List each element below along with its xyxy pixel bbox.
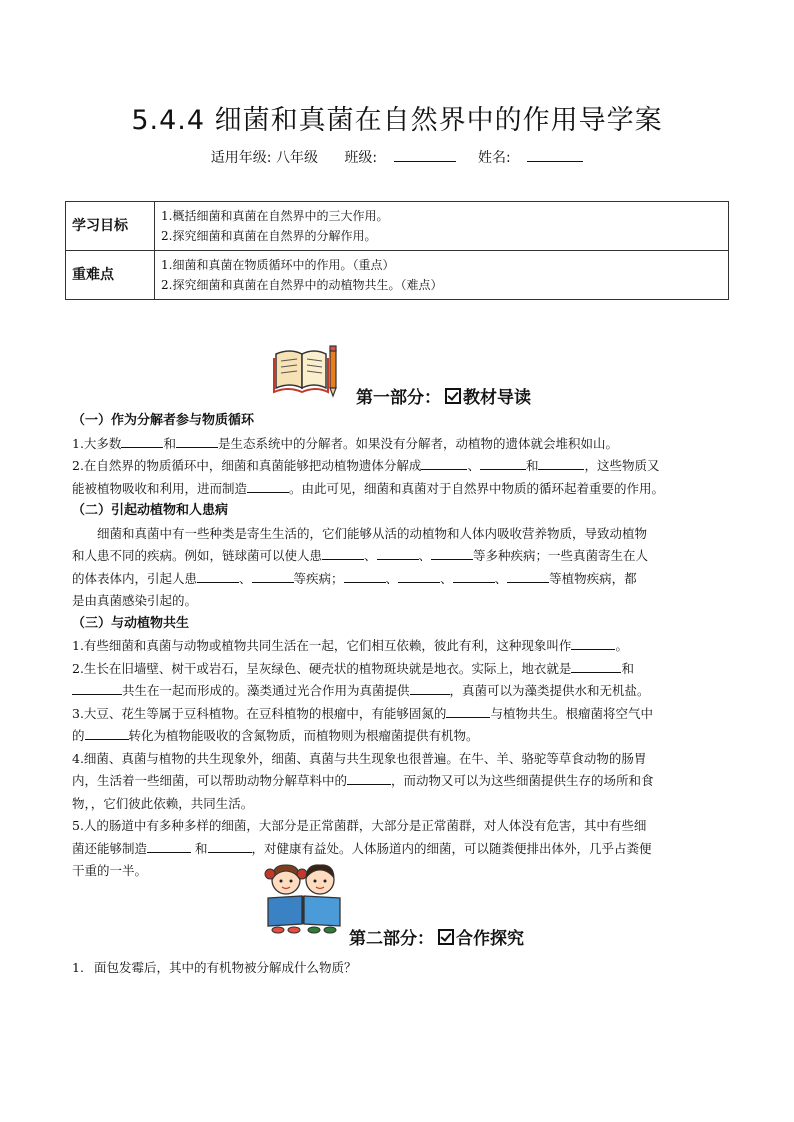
fill-blank[interactable] xyxy=(121,433,163,448)
part2-subtitle: 合作探究 xyxy=(456,929,524,949)
fill-blank[interactable] xyxy=(377,545,419,560)
part1-title: 第一部分： xyxy=(356,388,441,408)
fill-blank[interactable] xyxy=(208,838,252,853)
text-line: 的体表体内，引起人患 、 等疾病； 、 、 、 等植物疾病，都 xyxy=(72,568,724,591)
fill-blank[interactable] xyxy=(147,838,191,853)
section-heading: （二）引起动植物和人患病 xyxy=(72,503,229,518)
text-line: 内，生活着一些细菌，可以帮助动物分解草料中的 ，而动物又可以为这些细菌提供生存的场所和食 xyxy=(72,770,724,793)
doc-meta xyxy=(0,147,794,167)
text-line: 和人患不同的疾病。例如，链球菌可以使人患 、 、 等多种疾病；一些真菌寄生在人 xyxy=(72,545,724,568)
fill-blank[interactable] xyxy=(538,455,584,470)
fill-blank[interactable] xyxy=(176,433,218,448)
fill-blank[interactable] xyxy=(431,545,473,560)
fill-blank[interactable] xyxy=(347,770,391,785)
question-1 xyxy=(72,958,356,976)
text-line: 2.在自然界的物质循环中，细菌和真菌能够把动植物遗体分解成 、 和 ，这些物质又 xyxy=(72,455,724,478)
part2-title: 第二部分： xyxy=(349,929,434,949)
text-line: 物，，它们彼此依赖，共同生活。 xyxy=(72,795,254,811)
fill-blank[interactable] xyxy=(252,568,294,583)
fill-blank[interactable] xyxy=(480,455,526,470)
keypoint-line: 2.探究细菌和真菌在自然界中的动植物共生。（难点） xyxy=(161,278,443,292)
class-label: 班级: xyxy=(344,150,378,166)
part1-body xyxy=(72,410,724,883)
fill-blank[interactable] xyxy=(410,680,450,695)
fill-blank[interactable] xyxy=(344,568,386,583)
kids-reading-icon xyxy=(264,862,344,934)
goals-table xyxy=(65,201,729,300)
fill-blank[interactable] xyxy=(247,478,289,493)
text-line: 4.细菌、真菌与植物的共生现象外，细菌、真菌与共生现象也很普遍。在牛、羊、骆驼等草食动物的肠胃 xyxy=(72,750,647,766)
goal-line: 2.探究细菌和真菌在自然界的分解作用。 xyxy=(161,229,377,243)
keypoint-line: 1.细菌和真菌在物质循环中的作用。（重点） xyxy=(161,258,395,272)
fill-blank[interactable] xyxy=(85,725,129,740)
checkbox-icon xyxy=(438,929,454,945)
fill-blank[interactable] xyxy=(453,568,495,583)
page-title: 5.4.4 细菌和真菌在自然界中的作用导学案 xyxy=(131,105,663,136)
fill-blank[interactable] xyxy=(72,680,122,695)
text-line: 3.大豆、花生等属于豆科植物。在豆科植物的根瘤中，有能够固氮的 与植物共生。根瘤菌将空气中 xyxy=(72,703,724,726)
question-number: 1. xyxy=(72,960,84,975)
part2-heading xyxy=(349,924,524,949)
fill-blank[interactable] xyxy=(421,455,467,470)
text-line: 1.大多数 和 是生态系统中的分解者。如果没有分解者，动植物的遗体就会堆积如山。 xyxy=(72,433,724,456)
fill-blank[interactable] xyxy=(322,545,364,560)
section-heading: （一）作为分解者参与物质循环 xyxy=(72,413,255,428)
goals-header: 学习目标 xyxy=(66,202,155,251)
text-line: 能被植物吸收和利用，进而制造 。由此可见，细菌和真菌对于自然界中物质的循环起着重要的作用。 xyxy=(72,478,724,501)
question-text: 面包发霉后，其中的有机物被分解成什么物质？ xyxy=(93,960,357,975)
text-line: 2.生长在旧墙壁、树干或岩石，呈灰绿色、硬壳状的植物斑块就是地衣。实际上，地衣就是 和 xyxy=(72,658,724,681)
class-blank[interactable] xyxy=(394,147,456,162)
text-line: 5.人的肠道中有多种多样的细菌，大部分是正常菌群，大部分是正常菌群，对人体没有危害，其中有些细 xyxy=(72,818,647,833)
text-line: 干重的一半。 xyxy=(72,863,148,878)
keypoints-content xyxy=(155,251,729,300)
text-line: 的 转化为植物能吸收的含氮物质，而植物则为根瘤菌提供有机物。 xyxy=(72,725,724,748)
fill-blank[interactable] xyxy=(197,568,239,583)
fill-blank[interactable] xyxy=(507,568,549,583)
table-row xyxy=(66,202,729,251)
fill-blank[interactable] xyxy=(571,635,615,650)
name-blank[interactable] xyxy=(527,147,583,162)
text-line: 1.有些细菌和真菌与动物或植物共同生活在一起，它们相互依赖，彼此有利，这种现象叫作 。 xyxy=(72,635,724,658)
fill-blank[interactable] xyxy=(571,658,621,673)
text-line: 菌还能够制造 和 ，对健康有益处。人体肠道内的细菌，可以随粪便排出体外，几乎占粪便 xyxy=(72,838,724,861)
goals-content xyxy=(155,202,729,251)
part1-subtitle: 教材导读 xyxy=(463,388,531,408)
fill-blank[interactable] xyxy=(398,568,440,583)
checkbox-icon xyxy=(445,388,461,404)
fill-blank[interactable] xyxy=(446,703,490,718)
name-label: 姓名: xyxy=(478,150,511,166)
text-line: 是由真菌感染引起的。 xyxy=(72,593,198,608)
keypoints-header: 重难点 xyxy=(66,251,155,300)
table-row xyxy=(66,251,729,300)
text-line: 共生在一起而形成的。藻类通过光合作用为真菌提供 ，真菌可以为藻类提供水和无机盐。 xyxy=(72,680,724,703)
text-line: 细菌和真菌中有一些种类是寄生生活的，它们能够从活的动植物和人体内吸收营养物质，导致动植物 xyxy=(97,525,648,541)
goal-line: 1.概括细菌和真菌在自然界中的三大作用。 xyxy=(161,209,389,223)
grade-label: 适用年级: 八年级 xyxy=(210,150,318,166)
part1-heading xyxy=(356,383,531,408)
section-heading: （三）与动植物共生 xyxy=(72,615,190,631)
book-pencil-icon xyxy=(272,342,340,398)
